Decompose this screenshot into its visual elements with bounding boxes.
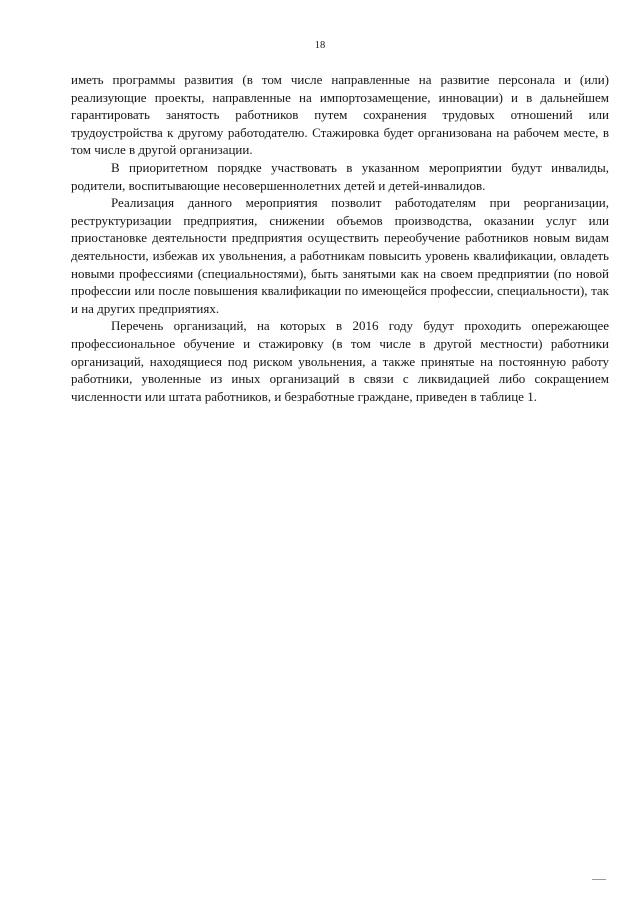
scan-corner-mark: [592, 879, 606, 880]
page-number: 18: [314, 40, 326, 51]
paragraph-measure-benefits: Реализация данного мероприятия позволит работодателям при реорганизации, реструктуризации предприятия, снижении объемов производства, оказании услуг или приостановке деятельности предприятия осуществить переобучение работников новым видам деятельности, избежав их увольнения, а работникам повысить уровень квалификации, овладеть новыми профессиями (специальностями), быть занятыми как на своем предприятии (по новой профессии или после повышения квалификации по имеющейся профессии, специальности), так и на других предприятиях.: [71, 195, 609, 316]
body-text: [71, 71, 609, 405]
paragraph-priority-participants: В приоритетном порядке участвовать в указанном мероприятии будут инвалиды, родители, воспитывающие несовершеннолетних детей и детей-инвалидов.: [71, 159, 609, 193]
paragraph-continuation: иметь программы развития (в том числе направленные на развитие персонала и (или) реализующие проекты, направленные на импортозамещение, инновации) и в дальнейшем гарантировать занятость работников путем сохранения трудовых отношений или трудоустройства к другому работодателю. Стажировка будет организована на рабочем месте, в том числе в другой организации.: [71, 72, 609, 158]
paragraph-organizations-list: Перечень организаций, на которых в 2016 году будут проходить опережающее профессиональное обучение и стажировку (в том числе в другой местности) работники организаций, находящиеся под риском увольнения, а также принятые на постоянную работу работники, уволенные из иных организаций в связи с ликвидацией либо сокращением численности или штата работников, и безработные граждане, приведен в таблице 1.: [71, 318, 609, 404]
